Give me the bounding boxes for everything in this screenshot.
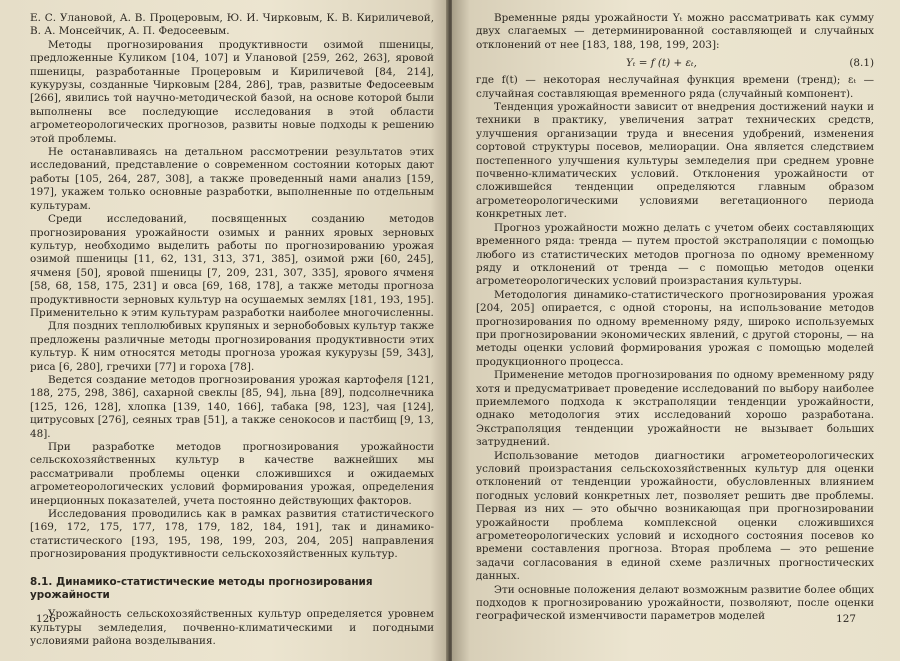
formula — [476, 55, 874, 71]
formula-number: (8.1) — [849, 57, 874, 70]
paragraph: Для поздних теплолюбивых крупяных и зернобобовых культур также предложены различные методы прогнозирования продуктивности этих культур. К ним относятся методы прогноза урожая кукурузы [59, 343], риса [6, 280], гречихи [77] и гороха [78]. — [30, 320, 434, 373]
paragraph: Среди исследований, посвященных созданию методов прогнозирования урожайности озимых и ранних яровых зерновых культур, необходимо выделить работы по прогнозированию урожая озимой пшеницы [11, 62, 131, 313, 371, 385], озимой ржи [60, 245], ячменя [50], яровой пшеницы [7, 209, 231, 307, 335], ярового ячменя [58, 68, 158, 175, 231] и овса [69, 168, 178], а также методы прогноза продуктивности зерновых культур на осушаемых землях [181, 193, 195]. Применительно к этим культурам разработки наиболее многочисленны. — [30, 213, 434, 319]
right-page — [452, 0, 900, 661]
paragraph: Прогноз урожайности можно делать с учетом обеих составляющих временного ряда: тренда — путем простой экстраполяции с помощью любого из статистических методов прогноза по одному временному ряду и отклонений от тренда — с помощью методов оценки агрометеорологических условий произрастания культуры. — [476, 221, 874, 288]
paragraph: Методы прогнозирования продуктивности озимой пшеницы, предложенные Куликом [104, 107] и Улановой [259, 262, 263], яровой пшеницы, разработанные Процеровым и Кириличевой [84, 214], кукурузы, созданные Чирковым [284, 286], трав, развитые Федосеевым [266], явились той научно-методической базой, на основе которой были выполнены все последующие исследования в этой области агрометеорологических прогнозов, развиты новые подходы к решению этой проблемы. — [30, 38, 434, 145]
paragraph: Е. С. Улановой, А. В. Процеровым, Ю. И. Чирковым, К. В. Кириличевой, В. А. Монсейчик, А. П. Федосеевым. — [30, 12, 434, 38]
paragraph: Использование методов диагностики агрометеорологических условий произрастания сельскохозяйственных культур для оценки отклонений от тенденции урожайности, обусловленных влиянием погодных условий конкретных лет, позволяет решить две проблемы. Первая из них — это обычно возникающая при прогнозировании урожайности проблема комплексной оценки сложившихся агрометеорологических условий и исходного состояния посевов ко времени составления прогноза. Вторая проблема — это решение задачи согласования в единой схеме различных прогностических данных. — [476, 449, 874, 583]
paragraph: Применение методов прогнозирования по одному временному ряду хотя и предусматривает проведение исследований по выбору наиболее приемлемого подхода к экстраполяции тенденции урожайности, однако методология этих исследований хорошо разработана. Экстраполяция тенденции урожайности не вызывает больших затруднений. — [476, 369, 874, 449]
paragraph: Временные ряды урожайности Yₜ можно рассматривать как сумму двух слагаемых — детерминированной составляющей и случайных отклонений от нее [183, 188, 198, 199, 203]: — [476, 12, 874, 51]
paragraph: Урожайность сельскохозяйственных культур определяется уровнем культуры земледелия, почвенно-климатическими и погодными условиями района возделывания. — [30, 608, 434, 648]
paragraph: При разработке методов прогнозирования урожайности сельскохозяйственных культур в качестве важнейших мы рассматривали проблемы оценки сложившихся и ожидаемых агрометеорологических условий формирования урожая, определения инерционных показателей, учета постоянно действующих факторов. — [30, 441, 434, 507]
left-page — [0, 0, 448, 661]
paragraph: Методология динамико-статистического прогнозирования урожая [204, 205] опирается, с одной стороны, на использование методов прогнозирования по одному временному ряду, широко используемых при прогнозировании экономических явлений, с другой стороны, — на методы оценки условий формирования урожая с помощью моделей продукционного процесса. — [476, 288, 874, 368]
page-number: 126 — [36, 613, 56, 625]
paragraph: Исследования проводились как в рамках развития статистического [169, 172, 175, 177, 178, 179, 182, 184, 191], так и динамико-статистического [193, 195, 198, 199, 203, 204, 205] направления прогнозирования продуктивности сельскохозяйственных культур. — [30, 508, 434, 561]
paragraph: Не останавливаясь на детальном рассмотрении результатов этих исследований, представление о современном состоянии которых дают работы [105, 264, 287, 308], а также проведенный нами анализ [159, 197], укажем только основные разработки, выполненные по отдельным культурам. — [30, 146, 434, 212]
page-number: 127 — [836, 613, 856, 625]
formula-expression: Yₜ = f (t) + εₜ, — [626, 57, 697, 70]
paragraph: Эти основные положения делают возможным развитие более общих подходов к прогнозированию урожайности, позволяют, после оценки географической изменчивости параметров моделей — [476, 583, 874, 623]
paragraph: где f(t) — некоторая неслучайная функция времени (тренд); εₜ — случайная составляющая временного ряда (случайный компонент). — [476, 74, 874, 100]
section-heading: 8.1. Динамико-статистические методы прогнозирования урожайности — [30, 575, 373, 602]
paragraph: Ведется создание методов прогнозирования урожая картофеля [121, 188, 275, 298, 386], сахарной свеклы [85, 94], льна [89], подсолнечника [125, 126, 128], хлопка [139, 140, 166], табака [98, 123], чая [124], цитрусовых [276], сеяных трав [51], а также сенокосов и пастбищ [9, 13, 48]. — [30, 373, 434, 440]
paragraph: Тенденция урожайности зависит от внедрения достижений науки и техники в практику, увеличения затрат технических средств, улучшения организации труда и внесения удобрений, изменения сортовой структуры посевов, мелиорации. Она является следствием постепенного улучшения культуры земледелия при среднем уровне почвенно-климатических условий. Отклонения урожайности от сложившейся тенденции определяются главным образом агрометеорологическими условиями вегетационного периода конкретных лет. — [476, 101, 874, 221]
